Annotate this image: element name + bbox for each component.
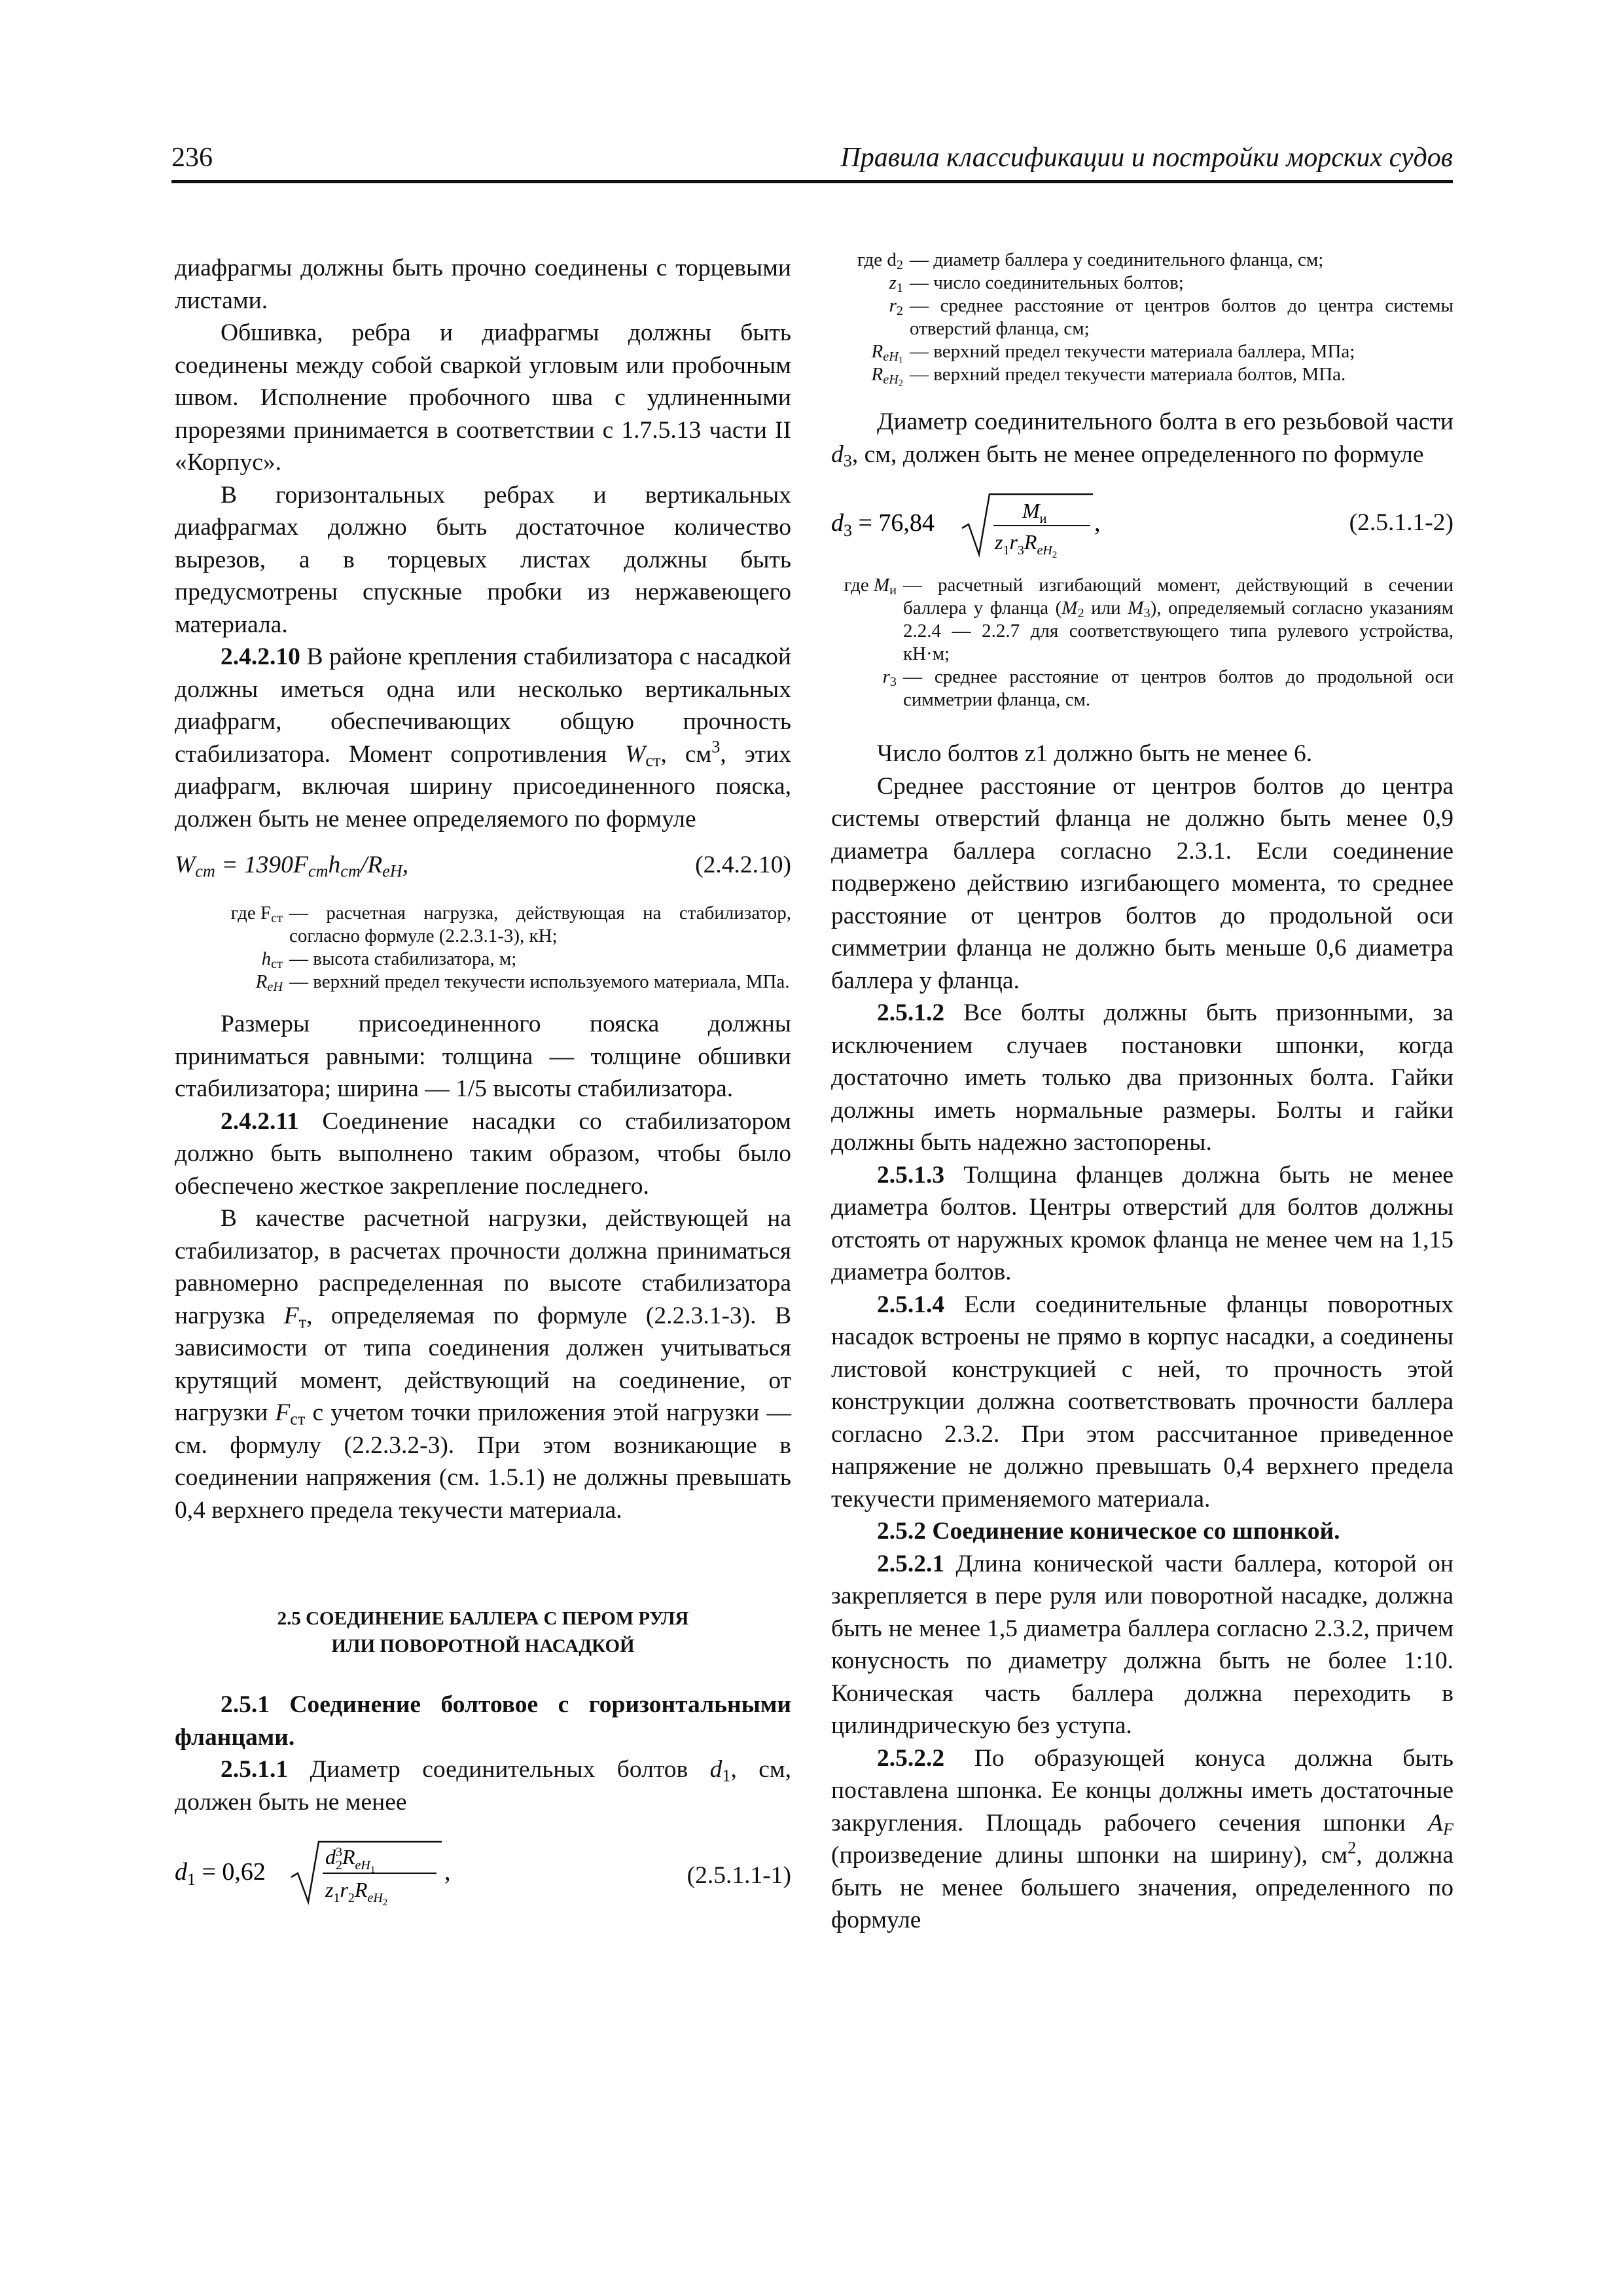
- paragraph: диафрагмы должны быть прочно соединены с торцевыми листами.: [175, 255, 791, 314]
- formula-number: (2.5.1.1-1): [687, 1862, 791, 1889]
- where-list: [175, 902, 791, 994]
- subsection-heading-2-5-2: 2.5.2 Соединение коническое со шпонкой.: [877, 1518, 1340, 1545]
- where-item: $r_2$ — среднее расстояние от центров болтов до центра системы отверстий фланца, см;: [889, 295, 1454, 339]
- paragraph: Число болтов z1 должно быть не менее 6.: [877, 740, 1313, 767]
- paragraph-2-5-2-1: 2.5.2.1 Длина конической части баллера, которой он закрепляется в пере руля или поворотной насадке, должна быть не менее 1,5 диаметра баллера согласно 2.3.2, причем конусность по диаметру должна быть не более 1:10. Коническая часть баллера должна переходить в цилиндрическую без уступа.: [831, 1550, 1454, 1739]
- clause-number: 2.4.2.10: [221, 643, 300, 670]
- paragraph: Диаметр соединительного болта в его резьбовой части $d_3$, см, должен быть не менее определенного по формуле: [831, 408, 1454, 471]
- clause-number: 2.5.2.2: [877, 1744, 945, 1772]
- where-list: [831, 249, 1454, 389]
- paragraph-2-5-1-2: 2.5.1.2 Все болты должны быть призонными, за исключением случаев постановки шпонки, когда достаточно иметь только два призонных болта. Гайки должны иметь нормальные размеры. Болты и гайки должны быть надежно застопорены.: [831, 999, 1454, 1156]
- where-item: $R_{eH}$ — верхний предел текучести используемого материала, МПа.: [255, 971, 790, 995]
- subsection-heading-2-5-1: 2.5.1 Соединение болтовое с горизонтальными фланцами.: [175, 1691, 791, 1751]
- page-header: [171, 141, 1453, 183]
- right-column: [831, 249, 1454, 1937]
- formula-2-4-2-10: [175, 847, 791, 893]
- where-item: где $d_2$ — диаметр баллера у соединительного фланца, см;: [857, 249, 1324, 273]
- paragraph-2-5-1-3: 2.5.1.3 Толщина фланцев должна быть не менее диаметра болтов. Центры отверстий для болтов должны отстоять от наружных кромок фланца не менее чем на 1,15 диаметра болтов.: [831, 1161, 1454, 1285]
- svg-text:d1 = 0,62: $d_1 = 0,62$: [175, 1858, 266, 1889]
- running-title: Правила классификации и постройки морских судов: [840, 143, 1453, 173]
- paragraph-2-4-2-11: 2.4.2.11 Соединение насадки со стабилизатором должно быть выполнено таким образом, чтобы было обеспечено жесткое закрепление последнего.: [175, 1107, 791, 1200]
- where-item: $R_{eH_1}$ — верхний предел текучести материала баллера, МПа;: [871, 341, 1355, 366]
- formula-expression: $W_{ст} = 1390F_{ст}h_{ст}/R_{eH}$,: [175, 852, 409, 881]
- paragraph: В горизонтальных ребрах и вертикальных диафрагмах должно быть достаточное количество вырезов, а в торцевых листах должны быть предусмотрены спускные пробки из нержавеющего материала.: [175, 481, 791, 638]
- paragraph: Обшивка, ребра и диафрагмы должны быть соединены между собой сваркой угловым или пробочным швом. Исполнение пробочного шва с удлиненными прорезями принимается в соответствии с 1.7.5.13 части II «Корпус».: [175, 319, 791, 476]
- paragraph: Размеры присоединенного пояска должны приниматься равными: толщина — толщине обшивки стабилизатора; ширина — 1/5 высоты стабилизатора.: [175, 1011, 791, 1102]
- formula-2-5-1-1-2: [831, 489, 1454, 561]
- section-heading-2-5: 2.5 СОЕДИНЕНИЕ БАЛЛЕРА С ПЕРОМ РУЛЯ ИЛИ ПОВОРОТНОЙ НАСАДКОЙ: [277, 1608, 689, 1657]
- paragraph-2-4-2-10: 2.4.2.10 В районе крепления стабилизатора с насадкой должны иметься одна или несколько вертикальных диафрагм, обеспечивающих общую прочность стабилизатора. Момент сопротивления $W_{ст}$, $см^3$, этих диафрагм, включая ширину присоединенного пояска, должен быть не менее определяемого по формуле: [175, 643, 792, 833]
- clause-number: 2.5.1.3: [877, 1161, 945, 1189]
- svg-text:Mи: $M_и$: [1022, 499, 1047, 526]
- clause-number: 2.5.1.4: [877, 1291, 945, 1318]
- left-column: [175, 252, 791, 1922]
- svg-text:d3 = 76,84: $d_3 = 76,84$: [831, 509, 935, 540]
- where-item: $R_{eH_2}$ — верхний предел текучести материала болтов, МПа.: [871, 364, 1346, 389]
- page-number: 236: [171, 143, 213, 173]
- formula-2-5-1-1-1: [175, 1837, 791, 1909]
- paragraph-2-5-1-1: 2.5.1.1 Диаметр соединительных болтов $d_1$, см, должен быть не менее: [175, 1756, 792, 1816]
- paragraph: Среднее расстояние от центров болтов до центра системы отверстий фланца не должно быть менее 0,9 диаметра баллера согласно 2.3.1. Если соединение подвержено действию изгибающего момента, то среднее расстояние от центров болтов до продольной оси симметрии фланца не должно быть меньше 0,6 диаметра баллера у фланца.: [831, 772, 1454, 994]
- clause-number: 2.4.2.11: [221, 1107, 299, 1135]
- svg-text:d32ReH1: $d^3$ $2R_{eH}1$: [325, 1845, 376, 1875]
- where-item: где $M_и$ — расчетный изгибающий момент, действующий в сечении баллера у фланца ($M_2$ или $M_3$), определяемый согласно указаниям 2.2.4 — 2.2.7 для соответствующего типа рулевого устройства, кН·м;: [844, 575, 1454, 664]
- where-list: [831, 574, 1454, 711]
- clause-number: 2.5.2.1: [877, 1550, 945, 1577]
- svg-text:,: ,: [1094, 509, 1101, 537]
- svg-text:z1r3ReH2: $z_1r_3R_{eH}2$: [995, 530, 1058, 560]
- svg-text:,: ,: [444, 1858, 451, 1886]
- formula-number: (2.5.1.1-2): [1349, 509, 1454, 536]
- paragraph: В качестве расчетной нагрузки, действующей на стабилизатор, в расчетах прочности должна приниматься равномерно распределенная по высоте стабилизатора нагрузка $F_т$, определяемая по формуле (2.2.3.1-3). В зависимости от типа соединения должен учитываться крутящий момент, действующий на соединение, от нагрузки $F_{ст}$ с учетом точки приложения этой нагрузки — см. формулу (2.2.3.2-3). При этом возникающие в соединении напряжения (см. 1.5.1) не должны превышать 0,4 верхнего предела текучести материала.: [175, 1205, 791, 1524]
- where-item: $h_{ст}$ — высота стабилизатора, м;: [261, 948, 517, 972]
- formula-number: (2.4.2.10): [695, 852, 791, 878]
- where-item: $z_1$ — число соединительных болтов;: [889, 272, 1184, 296]
- clause-number: 2.5.1.2: [877, 999, 945, 1026]
- paragraph-2-5-2-2: 2.5.2.2 По образующей конуса должна быть поставлена шпонка. Ее концы должны иметь достаточные закругления. Площадь рабочего сечения шпонки $A_F$ (произведение длины шпонки на ширину), $см^2$, должна быть не менее большего значения, определенного по формуле: [831, 1744, 1454, 1933]
- clause-number: 2.5.1.1: [221, 1756, 289, 1783]
- where-item: $r_3$ — среднее расстояние от центров болтов до продольной оси симметрии фланца, см.: [882, 666, 1454, 710]
- svg-text:z1r2ReH2: $z_1r_2R_{eH}2$: [325, 1878, 388, 1908]
- paragraph-2-5-1-4: 2.5.1.4 Если соединительные фланцы поворотных насадок встроены не прямо в корпус насадки, а соединены листовой конструкцией с ней, то прочность этой конструкции должна соответствовать прочности баллера согласно 2.3.2. При этом рассчитанное приведенное напряжение не должно превышать 0,4 верхнего предела текучести применяемого материала.: [831, 1291, 1454, 1513]
- where-item: где $F_{ст}$ — расчетная нагрузка, действующая на стабилизатор, согласно формуле (2.2.3.1-3), кН;: [230, 903, 791, 946]
